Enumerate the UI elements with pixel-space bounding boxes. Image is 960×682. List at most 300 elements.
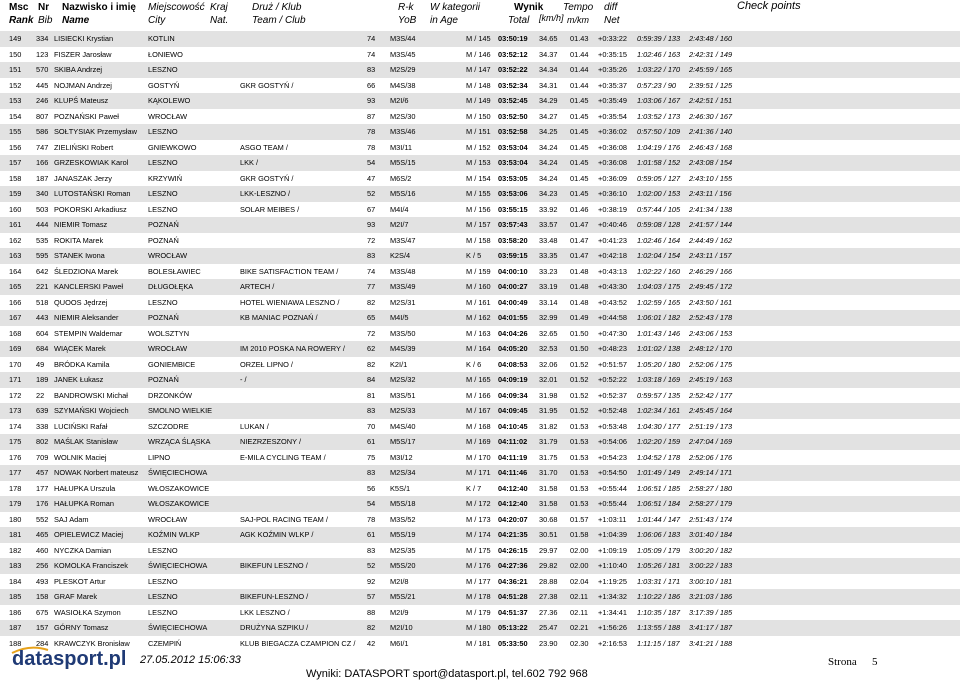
cell-name: FISZER Jarosław (54, 49, 112, 59)
cell-time: 04:36:21 (498, 576, 528, 586)
cell-name: GÓRNY Tomasz (54, 623, 109, 632)
footer-contact: Wyniki: DATASPORT sport@datasport.pl, tel.602 792 968 (306, 668, 588, 680)
cell-city: DŁUGOŁĘKA (148, 282, 194, 291)
table-row (0, 512, 960, 528)
cell-name: WIĄCEK Marek (54, 344, 106, 353)
cell-kmh: 29.82 (539, 561, 558, 570)
cell-time: 04:09:19 (498, 375, 528, 384)
cell-yob: 54 (367, 158, 376, 167)
cell-net: 1:06:06 / 183 (637, 530, 681, 539)
cell-mkm: 01.48 (570, 282, 589, 291)
cell-name: LISIECKI Krystian (54, 34, 114, 43)
cell-age: M5S/21 (390, 592, 416, 601)
cell-diff: +1:34:41 (598, 607, 627, 617)
cell-kat: M / 170 (466, 452, 491, 462)
cell-kat: M / 164 (466, 344, 491, 353)
header-wynik: Wynik (514, 2, 544, 13)
cell-net: 0:57:50 / 109 (637, 127, 681, 136)
cell-name: QUOOS Jędrzej (54, 297, 108, 307)
cell-time: 04:51:28 (498, 592, 528, 601)
cell-rank: 160 (9, 204, 22, 214)
cell-diff: +0:35:26 (598, 65, 627, 74)
cell-tot: 2:52:43 / 178 (689, 313, 733, 322)
cell-kmh: 30.51 (539, 530, 558, 539)
cell-net: 1:04:30 / 177 (637, 421, 681, 431)
cell-kat: M / 145 (466, 34, 491, 43)
cell-name: ZIELIŃSKI Robert (54, 142, 114, 152)
cell-diff: +0:52:48 (598, 406, 627, 415)
cell-bib: 807 (36, 111, 49, 121)
cell-bib: 49 (36, 359, 45, 369)
cell-city: DRZONKÓW (148, 390, 192, 400)
cell-age: M3S/47 (390, 235, 416, 245)
cell-team: ORZEŁ LIPNO / (240, 359, 293, 369)
cell-kmh: 34.34 (539, 65, 558, 74)
cell-age: M5S/20 (390, 561, 416, 570)
cell-kat: M / 155 (466, 189, 491, 198)
cell-team: KLUB BIEGACZA CZAMPION CZ / (240, 638, 356, 648)
cell-city: POZNAŃ (148, 235, 179, 245)
cell-age: M4S/40 (390, 421, 416, 431)
table-row (0, 233, 960, 249)
cell-age: M2S/32 (390, 375, 416, 384)
cell-city: POZNAŃ (148, 313, 179, 322)
cell-tot: 2:43:48 / 160 (689, 34, 733, 43)
cell-bib: 675 (36, 607, 49, 617)
header-team-pl: Druż / Klub (252, 2, 302, 13)
table-row (0, 450, 960, 466)
cell-net: 0:59:05 / 127 (637, 173, 681, 183)
cell-bib: 221 (36, 282, 49, 291)
cell-name: SOŁTYSIAK Przemysław (54, 127, 137, 136)
cell-yob: 57 (367, 592, 376, 601)
cell-diff: +1:10:40 (598, 561, 627, 570)
cell-bib: 457 (36, 468, 49, 477)
cell-name: LUCIŃSKI Rafał (54, 421, 108, 431)
cell-net: 1:03:52 / 173 (637, 111, 681, 121)
cell-mkm: 02.00 (570, 545, 589, 555)
cell-kmh: 33.14 (539, 297, 558, 307)
cell-name: BANDROWSKI Michał (54, 390, 128, 400)
cell-net: 1:04:52 / 178 (637, 452, 681, 462)
cell-yob: 52 (367, 561, 376, 570)
cell-time: 05:33:50 (498, 638, 528, 648)
cell-yob: 70 (367, 421, 376, 431)
cell-time: 04:21:35 (498, 530, 528, 539)
cell-tot: 2:43:50 / 161 (689, 297, 733, 307)
cell-bib: 586 (36, 127, 49, 136)
cell-bib: 493 (36, 576, 49, 586)
cell-bib: 518 (36, 297, 49, 307)
cell-kmh: 34.29 (539, 96, 558, 105)
cell-mkm: 01.53 (570, 452, 589, 462)
cell-net: 1:02:46 / 163 (637, 49, 681, 59)
table-row (0, 434, 960, 450)
cell-diff: +0:52:37 (598, 390, 627, 400)
cell-net: 1:03:31 / 171 (637, 576, 681, 586)
cell-kmh: 28.88 (539, 576, 558, 586)
cell-tot: 2:44:49 / 162 (689, 235, 733, 245)
cell-city: SZCZODRE (148, 421, 189, 431)
cell-diff: +0:55:44 (598, 499, 627, 508)
cell-city: LESZNO (148, 189, 178, 198)
cell-rank: 154 (9, 111, 22, 121)
header-diff: diff (604, 2, 618, 13)
cell-rank: 169 (9, 344, 22, 353)
cell-kat: M / 147 (466, 65, 491, 74)
cell-rank: 165 (9, 282, 22, 291)
cell-tot: 2:43:10 / 155 (689, 173, 733, 183)
cell-kmh: 34.24 (539, 142, 558, 152)
cell-age: M3S/46 (390, 127, 416, 136)
table-row (0, 372, 960, 388)
cell-city: POZNAŃ (148, 220, 179, 229)
cell-mkm: 01.53 (570, 437, 589, 446)
header-rank: Rank (9, 15, 34, 26)
cell-rank: 153 (9, 96, 22, 105)
cell-time: 03:59:15 (498, 251, 528, 260)
cell-yob: 42 (367, 638, 376, 648)
cell-net: 1:02:00 / 153 (637, 189, 681, 198)
cell-name: NOJMAN Andrzej (54, 80, 112, 90)
cell-tot: 2:52:06 / 175 (689, 359, 733, 369)
cell-yob: 84 (367, 375, 376, 384)
cell-net: 1:02:04 / 154 (637, 251, 681, 260)
cell-rank: 152 (9, 80, 22, 90)
datasport-logo: datasport.pl (12, 648, 127, 670)
cell-kat: M / 181 (466, 638, 491, 648)
cell-rank: 173 (9, 406, 22, 415)
cell-net: 1:02:20 / 159 (637, 437, 681, 446)
header-total: Total (508, 15, 530, 26)
cell-net: 1:02:46 / 164 (637, 235, 681, 245)
cell-time: 03:52:45 (498, 96, 528, 105)
cell-age: M5S/15 (390, 158, 416, 167)
cell-time: 04:09:34 (498, 390, 528, 400)
header-rk: R-k (398, 2, 414, 13)
cell-tot: 2:46:30 / 167 (689, 111, 733, 121)
cell-team: LUKAN / (240, 421, 269, 431)
cell-yob: 82 (367, 623, 376, 632)
cell-bib: 642 (36, 266, 49, 276)
cell-kat: M / 179 (466, 607, 491, 617)
cell-mkm: 01.46 (570, 204, 589, 214)
cell-diff: +0:54:50 (598, 468, 627, 477)
cell-bib: 340 (36, 189, 49, 198)
cell-diff: +0:41:23 (598, 235, 627, 245)
cell-kat: M / 148 (466, 80, 491, 90)
header-kat-en: in Age (430, 15, 458, 26)
cell-yob: 62 (367, 344, 376, 353)
cell-kmh: 27.38 (539, 592, 558, 601)
cell-yob: 77 (367, 282, 376, 291)
cell-net: 0:57:44 / 105 (637, 204, 681, 214)
cell-time: 03:52:58 (498, 127, 528, 136)
cell-net: 0:59:39 / 133 (637, 34, 681, 43)
results-table (0, 31, 960, 651)
cell-diff: +0:36:08 (598, 142, 627, 152)
cell-tot: 2:51:43 / 174 (689, 514, 733, 524)
cell-city: WROCŁAW (148, 111, 188, 121)
cell-diff: +0:43:30 (598, 282, 627, 291)
cell-rank: 188 (9, 638, 22, 648)
cell-rank: 183 (9, 561, 22, 570)
cell-time: 04:08:53 (498, 359, 528, 369)
cell-age: M3S/52 (390, 514, 416, 524)
cell-diff: +1:19:25 (598, 576, 627, 586)
table-row (0, 341, 960, 357)
cell-rank: 158 (9, 173, 22, 183)
cell-diff: +0:42:18 (598, 251, 627, 260)
cell-city: GNIEWKOWO (148, 142, 197, 152)
cell-kmh: 29.97 (539, 545, 558, 555)
cell-name: MAŚLAK Stanisław (54, 437, 118, 446)
cell-diff: +0:33:22 (598, 34, 627, 43)
cell-kat: M / 167 (466, 406, 491, 415)
cell-yob: 56 (367, 483, 376, 493)
cell-mkm: 01.45 (570, 173, 589, 183)
table-row (0, 295, 960, 311)
table-row (0, 186, 960, 202)
cell-name: LUTOSTAŃSKI Roman (54, 189, 131, 198)
cell-rank: 150 (9, 49, 22, 59)
cell-kat: M / 162 (466, 313, 491, 322)
cell-bib: 684 (36, 344, 49, 353)
cell-kat: M / 178 (466, 592, 491, 601)
cell-net: 0:59:57 / 135 (637, 390, 681, 400)
header-team-en: Team / Club (252, 15, 306, 26)
cell-kmh: 31.95 (539, 406, 558, 415)
cell-name: NYCZKA Damian (54, 545, 112, 555)
cell-diff: +0:52:22 (598, 375, 627, 384)
cell-kat: M / 168 (466, 421, 491, 431)
cell-kmh: 31.58 (539, 499, 558, 508)
cell-city: LIPNO (148, 452, 171, 462)
cell-time: 03:53:04 (498, 158, 528, 167)
cell-team: NIEZRZESZONY / (240, 437, 302, 446)
cell-diff: +0:43:52 (598, 297, 627, 307)
cell-yob: 78 (367, 142, 376, 152)
cell-net: 1:11:15 / 187 (637, 638, 680, 648)
cell-team: IM 2010 POSKA NA ROWERY / (240, 344, 345, 353)
cell-rank: 176 (9, 452, 22, 462)
cell-age: K5S/1 (390, 483, 411, 493)
header-city-pl: Miejscowość (148, 2, 205, 13)
cell-tot: 2:58:27 / 179 (689, 499, 733, 508)
cell-team: E-MILA CYCLING TEAM / (240, 452, 326, 462)
cell-tot: 2:58:27 / 180 (689, 483, 733, 493)
cell-age: M3S/45 (390, 49, 416, 59)
cell-tot: 2:43:08 / 154 (689, 158, 733, 167)
cell-kmh: 31.82 (539, 421, 558, 431)
cell-age: M2I/10 (390, 623, 413, 632)
cell-city: LESZNO (148, 576, 178, 586)
cell-bib: 22 (36, 390, 45, 400)
cell-kmh: 34.23 (539, 189, 558, 198)
cell-time: 04:12:40 (498, 483, 528, 493)
cell-time: 03:55:15 (498, 204, 528, 214)
cell-bib: 444 (36, 220, 49, 229)
cell-city: CZEMPIŃ (148, 638, 182, 648)
cell-time: 03:52:12 (498, 49, 528, 59)
header-yob: YoB (398, 15, 417, 26)
cell-name: ROKITA Marek (54, 235, 104, 245)
cell-mkm: 01.44 (570, 65, 589, 74)
cell-kat: M / 161 (466, 297, 491, 307)
cell-kat: M / 174 (466, 530, 491, 539)
cell-net: 1:01:49 / 149 (637, 468, 681, 477)
cell-time: 04:12:40 (498, 499, 528, 508)
cell-yob: 93 (367, 220, 376, 229)
cell-kmh: 33.57 (539, 220, 558, 229)
cell-diff: +2:16:53 (598, 638, 627, 648)
cell-rank: 166 (9, 297, 22, 307)
cell-tot: 2:43:11 / 156 (689, 189, 732, 198)
cell-team: LKK / (240, 158, 259, 167)
cell-time: 04:01:55 (498, 313, 528, 322)
cell-tot: 2:43:06 / 153 (689, 328, 733, 338)
cell-mkm: 02.30 (570, 638, 589, 648)
cell-team: HOTEL WIENIAWA LESZNO / (240, 297, 340, 307)
cell-name: SAJ Adam (54, 514, 89, 524)
cell-kat: K / 5 (466, 251, 482, 260)
cell-bib: 445 (36, 80, 49, 90)
cell-mkm: 01.53 (570, 483, 589, 493)
cell-team: SOLAR MEIBES / (240, 204, 300, 214)
cell-kmh: 34.24 (539, 158, 558, 167)
cell-net: 1:06:51 / 185 (637, 483, 681, 493)
cell-time: 04:26:15 (498, 545, 528, 555)
cell-age: M3S/44 (390, 34, 416, 43)
cell-kmh: 31.79 (539, 437, 558, 446)
cell-net: 1:05:20 / 180 (637, 359, 681, 369)
cell-time: 03:57:43 (498, 220, 528, 229)
cell-yob: 82 (367, 359, 376, 369)
cell-mkm: 01.43 (570, 34, 589, 43)
cell-rank: 178 (9, 483, 22, 493)
cell-kat: M / 154 (466, 173, 491, 183)
cell-mkm: 01.44 (570, 49, 589, 59)
cell-name: STEMPIN Waldemar (54, 328, 123, 338)
cell-diff: +0:36:09 (598, 173, 627, 183)
cell-team: SAJ-POL RACING TEAM / (240, 514, 328, 524)
cell-yob: 74 (367, 34, 376, 43)
cell-tot: 2:42:51 / 151 (689, 96, 733, 105)
cell-kmh: 34.24 (539, 173, 558, 183)
cell-mkm: 02.11 (570, 607, 588, 617)
cell-yob: 88 (367, 607, 376, 617)
cell-age: M2S/33 (390, 406, 416, 415)
cell-bib: 443 (36, 313, 49, 322)
cell-mkm: 01.50 (570, 344, 589, 353)
cell-tot: 2:39:51 / 125 (689, 80, 733, 90)
cell-time: 04:11:02 (498, 437, 528, 446)
cell-yob: 83 (367, 468, 376, 477)
cell-age: M2I/6 (390, 96, 409, 105)
cell-bib: 176 (36, 499, 49, 508)
cell-bib: 595 (36, 251, 49, 260)
cell-net: 1:05:09 / 179 (637, 545, 681, 555)
cell-kmh: 30.68 (539, 514, 558, 524)
cell-mkm: 01.53 (570, 421, 589, 431)
cell-team: ARTECH / (240, 282, 275, 291)
cell-yob: 92 (367, 576, 376, 586)
cell-name: BRÓDKA Kamila (54, 359, 110, 369)
cell-yob: 75 (367, 452, 376, 462)
cell-mkm: 01.57 (570, 514, 589, 524)
cell-mkm: 01.49 (570, 313, 589, 322)
cell-kmh: 23.90 (539, 638, 558, 648)
cell-time: 04:27:36 (498, 561, 528, 570)
footer-page-number: 5 (872, 656, 878, 668)
cell-age: M3I/12 (390, 452, 413, 462)
cell-age: M2S/34 (390, 468, 416, 477)
footer-date: 27.05.2012 15:06:33 (140, 654, 241, 666)
cell-age: M2S/31 (390, 297, 416, 307)
cell-kmh: 33.19 (539, 282, 558, 291)
cell-diff: +0:35:54 (598, 111, 627, 121)
header-name-en: Name (62, 15, 90, 26)
cell-tot: 2:43:11 / 157 (689, 251, 732, 260)
header-nr: Nr (38, 2, 50, 13)
table-row (0, 527, 960, 543)
page-footer (0, 640, 960, 682)
cell-time: 04:00:10 (498, 266, 528, 276)
cell-rank: 167 (9, 313, 22, 322)
cell-city: LESZNO (148, 607, 178, 617)
cell-mkm: 01.45 (570, 111, 589, 121)
table-row (0, 217, 960, 233)
cell-city: KOTLIN (148, 34, 175, 43)
cell-team: LKK-LESZNO / (240, 189, 291, 198)
cell-diff: +0:47:30 (598, 328, 627, 338)
cell-name: HAŁUPKA Roman (54, 499, 114, 508)
cell-name: NOWAK Norbert mateusz (54, 468, 139, 477)
cell-city: KĄKOLEWO (148, 96, 191, 105)
cell-diff: +0:43:13 (598, 266, 627, 276)
cell-yob: 72 (367, 328, 376, 338)
cell-rank: 182 (9, 545, 22, 555)
cell-kat: M / 160 (466, 282, 491, 291)
cell-rank: 159 (9, 189, 22, 198)
cell-yob: 66 (367, 80, 376, 90)
cell-yob: 65 (367, 313, 376, 322)
cell-net: 1:05:26 / 181 (637, 561, 681, 570)
cell-kmh: 33.23 (539, 266, 558, 276)
cell-yob: 93 (367, 96, 376, 105)
cell-bib: 334 (36, 34, 49, 43)
cell-rank: 170 (9, 359, 22, 369)
cell-diff: +0:36:08 (598, 158, 627, 167)
table-row (0, 155, 960, 171)
cell-tot: 3:00:22 / 183 (689, 561, 733, 570)
cell-net: 1:06:01 / 182 (637, 313, 681, 322)
cell-yob: 52 (367, 189, 376, 198)
cell-mkm: 01.52 (570, 359, 589, 369)
cell-age: M4S/38 (390, 80, 416, 90)
cell-net: 1:02:34 / 161 (637, 406, 681, 415)
cell-kat: M / 173 (466, 514, 491, 524)
cell-city: ŁONIEWO (148, 49, 183, 59)
cell-time: 04:11:46 (498, 468, 528, 477)
header-msc: Msc (9, 2, 29, 13)
cell-mkm: 01.58 (570, 530, 589, 539)
cell-kat: K / 7 (466, 483, 482, 493)
cell-net: 1:01:58 / 152 (637, 158, 681, 167)
cell-bib: 639 (36, 406, 49, 415)
cell-name: SKIBA Andrzej (54, 65, 103, 74)
header-city-en: City (148, 15, 166, 26)
